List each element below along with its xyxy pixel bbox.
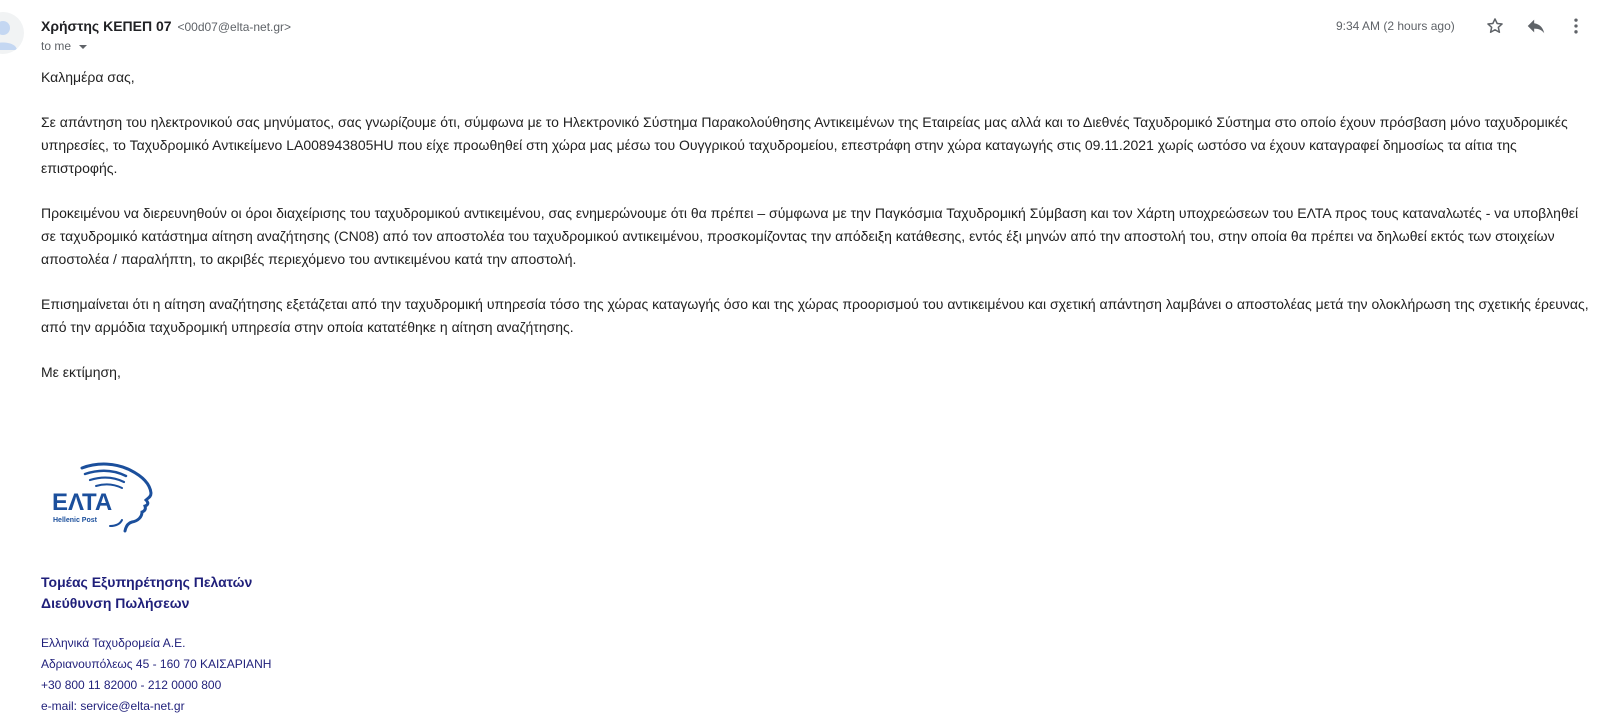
closing: Με εκτίμηση, <box>41 364 121 380</box>
star-icon[interactable] <box>1483 14 1507 38</box>
sender-name[interactable]: Χρήστης ΚΕΠΕΠ 07 <box>41 18 172 34</box>
greeting: Καλημέρα σας, <box>41 69 135 85</box>
signature-email-link[interactable]: service@elta-net.gr <box>80 699 185 713</box>
reply-icon[interactable] <box>1524 14 1548 38</box>
email-body <box>41 66 1591 406</box>
signature-contact-block <box>41 633 271 717</box>
body-paragraph-1: Σε απάντηση του ηλεκτρονικού σας μηνύματος, σας γνωρίζουμε ότι, σύμφωνα με το Ηλεκτρονικό Σύστημα Παρακολούθησης Αντικειμένων της Εταιρείας μας αλλά και το Διεθνές Ταχυδρομικό Σύστημα στο οποίο έχουν πρόσβαση μόνο ταχυδρομικές υπηρεσίες, το Ταχυδρομικό Αντικείμενο LA008943805HU που είχε προωθηθεί στη χώρα μας μέσω του Ουγγρικού ταχυδρομείου, επεστράφη στην χώρα καταγωγής στις 09.11.2021 χωρίς ωστόσο να έχουν καταγραφεί δημοσίως τα αίτια της επιστροφής. <box>41 114 1568 176</box>
signature-phone: +30 800 11 82000 - 212 0000 800 <box>41 678 222 692</box>
body-paragraph-2: Προκειμένου να διερευνηθούν οι όροι διαχείρισης του ταχυδρομικού αντικειμένου, σας ενημερώνουμε ότι θα πρέπει – σύμφωνα με την Παγκόσμια Ταχυδρομική Σύμβαση και τον Χάρτη υποχρεώσεων του ΕΛΤΑ προς τους καταναλωτές - να υποβληθεί σε ταχυδρομικό κατάστημα αίτηση αναζήτησης (CN08) από τον αποστολέα του ταχυδρομικού αντικειμένου, προσκομίζοντας την απόδειξη κατάθεσης, εντός έξι μηνών από την αποστολή του, στην οποία θα πρέπει να δηλωθεί εκτός των στοιχείων αποστολέα / παραλήπτη, το ακριβές περιεχόμενο του αντικειμένου κατά την αποστολή. <box>41 205 1579 267</box>
sender-email: <00d07@elta-net.gr> <box>177 20 292 34</box>
signature-email-label: e-mail: <box>41 699 81 713</box>
elta-logo <box>50 460 160 540</box>
signature-company: Ελληνικά Ταχυδρομεία Α.Ε. <box>41 636 186 650</box>
logo-subtext: Hellenic Post <box>53 517 97 524</box>
signature-email-line <box>41 696 271 717</box>
sender-line <box>41 17 291 36</box>
signature-department: Τομέας Εξυπηρέτησης Πελατών <box>41 574 253 590</box>
recipient-details-toggle[interactable] <box>41 38 87 54</box>
recipient-label: to me <box>41 39 72 53</box>
body-paragraph-3: Επισημαίνεται ότι η αίτηση αναζήτησης εξετάζεται από την ταχυδρομική υπηρεσία τόσο της χώρας καταγωγής όσο και της χώρας προορισμού του αντικειμένου και σχετική απάντηση λαμβάνει ο αποστολέας μετά την ολοκλήρωση της σχετικής έρευνας, από την αρμόδια ταχυδρομική υπηρεσία στην οποία κατατέθηκε η αίτηση αναζήτησης. <box>41 296 1589 335</box>
more-vert-icon[interactable] <box>1564 14 1588 38</box>
message-timestamp: 9:34 AM (2 hours ago) <box>1336 19 1455 33</box>
logo-text: ΕΛΤΑ <box>52 489 113 516</box>
chevron-down-icon[interactable] <box>79 45 87 49</box>
signature-department-block <box>41 572 252 614</box>
signature-address: Αδριανουπόλεως 45 - 160 70 ΚΑΙΣΑΡΙΑΝΗ <box>41 657 272 671</box>
avatar-icon[interactable] <box>0 12 24 54</box>
signature-division: Διεύθυνση Πωλήσεων <box>41 595 190 611</box>
